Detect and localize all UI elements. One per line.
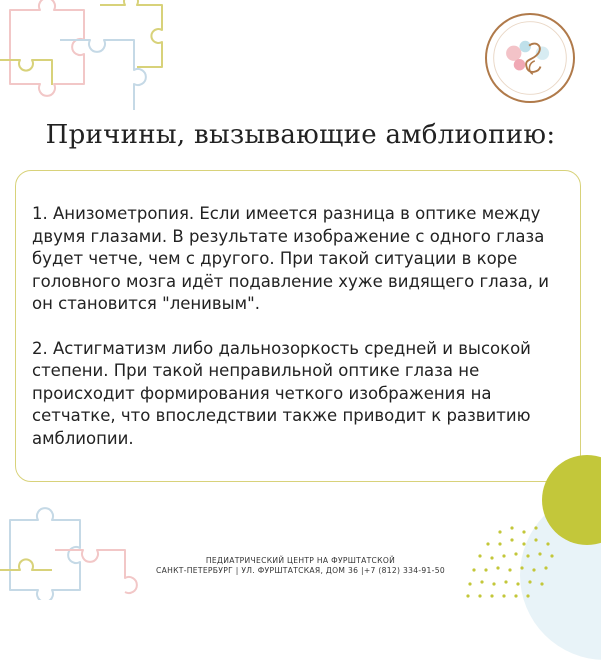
clinic-logo bbox=[485, 13, 575, 103]
footer-clinic-name: ПЕДИАТРИЧЕСКИЙ ЦЕНТР НА ФУРШТАТСКОЙ bbox=[205, 556, 396, 565]
content-card bbox=[15, 170, 581, 482]
clinic-logo-icon bbox=[487, 15, 573, 101]
puzzle-decoration-top-left-icon bbox=[0, 0, 170, 110]
page-title: Причины, вызывающие амблиопию: bbox=[45, 120, 556, 150]
paragraph-astigmatism: 2. Астигматизм либо дальнозоркость средней и высокой степени. При такой неправильной оптике глаза не происходит формирования четкого изображения на сетчатке, что впоследствии также приводит к развитию амблиопии. bbox=[32, 338, 531, 448]
footer bbox=[0, 556, 601, 576]
paragraph-anisometropia: 1. Анизометропия. Если имеется разница в оптике между двумя глазами. В результате изображение с одного глаза будет четче, чем с другого. При такой ситуации в коре головного мозга идёт подавление хуже видящего глаза, и он становится "ленивым". bbox=[32, 204, 549, 313]
footer-address: САНКТ-ПЕТЕРБУРГ | УЛ. ФУРШТАТСКАЯ, ДОМ 36 |+7 (812) 334-91-50 bbox=[156, 566, 445, 575]
puzzle-decoration-bottom-left-icon bbox=[0, 500, 150, 600]
